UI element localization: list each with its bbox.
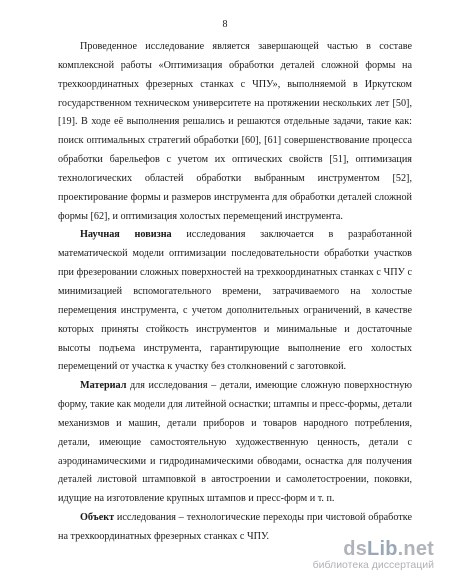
paragraph-material (58, 377, 412, 509)
paragraph-object-lead: Объект (80, 512, 115, 524)
paragraph-context-text: Проведенное исследование является завершающей частью в составе комплексной работы «Оптимизация обработки деталей сложной формы на трехкоординатных фрезерных станках с ЧПУ», выполняемой в Иркутском государственном техническом университете на протяжении нескольких лет [50], [19]. В ходе её выполнения решались и решаются отдельные задачи, такие как: поиск оптимальных стратегий обработки [60], [61] совершенствование процесса обработки барельефов с учетом их оптических свойств [51], оптимизация технологических областей обработки выбранным инструментом [52], проектирование формы и размеров инструмента для обработки деталей сложной формы [62], и оптимизация холостых перемещений инструмента. (58, 41, 412, 222)
paragraph-novelty-lead: Научная новизна (80, 229, 172, 241)
dslib-watermark (313, 539, 434, 572)
paragraph-object-text: исследования – технологические переходы при чистовой обработке на трехкоординатных фрезерных станках с ЧПУ. (58, 512, 412, 542)
dslib-logo-lib: Lib (367, 538, 398, 560)
dslib-subtitle: библиотека диссертаций (312, 559, 434, 571)
paragraph-context (58, 38, 412, 226)
paragraph-novelty-text: исследования заключается в разработанной математической модели оптимизации последовательности обработки участков при фрезеровании сложных поверхностей на трехкоординатных станках с ЧПУ с минимизацией вспомогательного времени, затрачиваемого на холостые перемещения инструмента, с учетом дополнительных ограничений, в качестве которых приняты стойкость инструментов и минимальные и достаточные высоты подъема инструмента, гарантирующие выполнение его холостых перемещений от участка к участку без столкновений с заготовкой. (58, 229, 412, 373)
paragraph-novelty (58, 226, 412, 377)
page-number: 8 (222, 19, 228, 30)
dslib-logo (313, 539, 434, 559)
paragraph-material-text: для исследования – детали, имеющие сложную поверхностную форму, такие как модели для литейной оснастки; штампы и пресс-формы, детали механизмов и машин, детали приборов и товаров народного потребления, детали, имеющие самостоятельную художественную ценность, детали с аэродинамическими и гидродинамическими обводами, оснастка для получения деталей листовой штамповкой в автостроении и самолетостроении, поковки, идущие на изготовление крупных штампов и пресс-форм и т. п. (58, 380, 412, 505)
document-body (58, 38, 412, 547)
dslib-logo-net: .net (397, 538, 434, 560)
paragraph-material-lead: Материал (80, 380, 127, 392)
dslib-logo-ds: ds (343, 538, 368, 560)
